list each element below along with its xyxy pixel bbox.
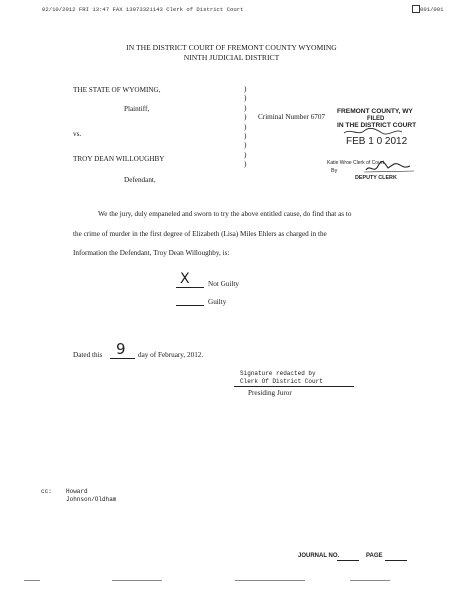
plaintiff-name: THE STATE OF WYOMING, [73, 86, 161, 94]
defendant-role: Defendant, [124, 176, 156, 184]
court-title: IN THE DISTRICT COURT OF FREMONT COUNTY WYOMING [126, 43, 337, 52]
scan-mark [350, 580, 390, 581]
case-number: Criminal Number 6707 [258, 113, 326, 121]
fax-page-count: 001/001 [420, 6, 444, 13]
guilty-label: Guilty [208, 298, 227, 306]
versus-label: vs. [73, 130, 82, 138]
scan-mark [24, 580, 40, 581]
filed-stamp-county: FREMONT COUNTY, WY [337, 108, 413, 115]
filed-stamp-deputy: DEPUTY CLERK [355, 175, 397, 181]
filed-stamp-court: IN THE DISTRICT COURT [337, 122, 417, 129]
cc-recipient-2: Johnson/Oldham [66, 496, 117, 503]
plaintiff-role: Plaintiff, [124, 105, 150, 113]
journal-label: JOURNAL NO. [298, 553, 340, 559]
court-district: NINTH JUDICIAL DISTRICT [183, 53, 280, 62]
dated-suffix: day of February, 2012. [138, 351, 204, 359]
verdict-line-1: We the jury, duly empaneled and sworn to try the above entitled cause, do find that as to [98, 210, 352, 218]
fax-header-text: 02/10/2012 FRI 13:47 FAX 13073321143 Clerk of District Court [42, 6, 244, 13]
scan-mark [112, 580, 162, 581]
fax-checkbox-icon [412, 5, 420, 13]
scan-mark [235, 580, 305, 581]
not-guilty-blank [176, 287, 204, 288]
dated-prefix: Dated this [73, 351, 103, 359]
page-blank [385, 560, 407, 561]
page-label: PAGE [366, 553, 383, 559]
defendant-name: TROY DEAN WILLOUGHBY [73, 155, 165, 163]
filed-stamp-clerk: Katie Wroe Clerk of Court [327, 160, 384, 166]
verdict-line-3: Information the Defendant, Troy Dean Willoughby, is: [73, 249, 230, 257]
signature-redacted-by: Clerk Of District Court [240, 378, 323, 385]
verdict-line-2: the crime of murder in the first degree of Elizabeth (Lisa) Miles Ehlers as charged in the [73, 230, 327, 238]
clerk-signature-scribble-icon [330, 126, 430, 182]
presiding-juror-label: Presiding Juror [248, 389, 292, 397]
filed-stamp-filed: FILED [367, 116, 385, 122]
signature-redacted-note: Signature redacted by [240, 370, 316, 377]
caption-parentheses: ) ) ) ) ) ) ) ) ) [244, 84, 247, 169]
dated-day-blank [110, 358, 135, 359]
journal-blank [337, 560, 359, 561]
cc-label: cc: [41, 488, 52, 495]
dated-day: 9 [116, 340, 126, 358]
guilty-blank [176, 305, 204, 306]
signature-line [234, 386, 354, 387]
filed-stamp-by: By [331, 168, 338, 174]
not-guilty-mark: X [180, 271, 190, 287]
not-guilty-label: Not Guilty [208, 280, 239, 288]
filed-stamp-date: FEB 1 0 2012 [346, 136, 408, 147]
cc-recipient-1: Howard [66, 488, 88, 495]
